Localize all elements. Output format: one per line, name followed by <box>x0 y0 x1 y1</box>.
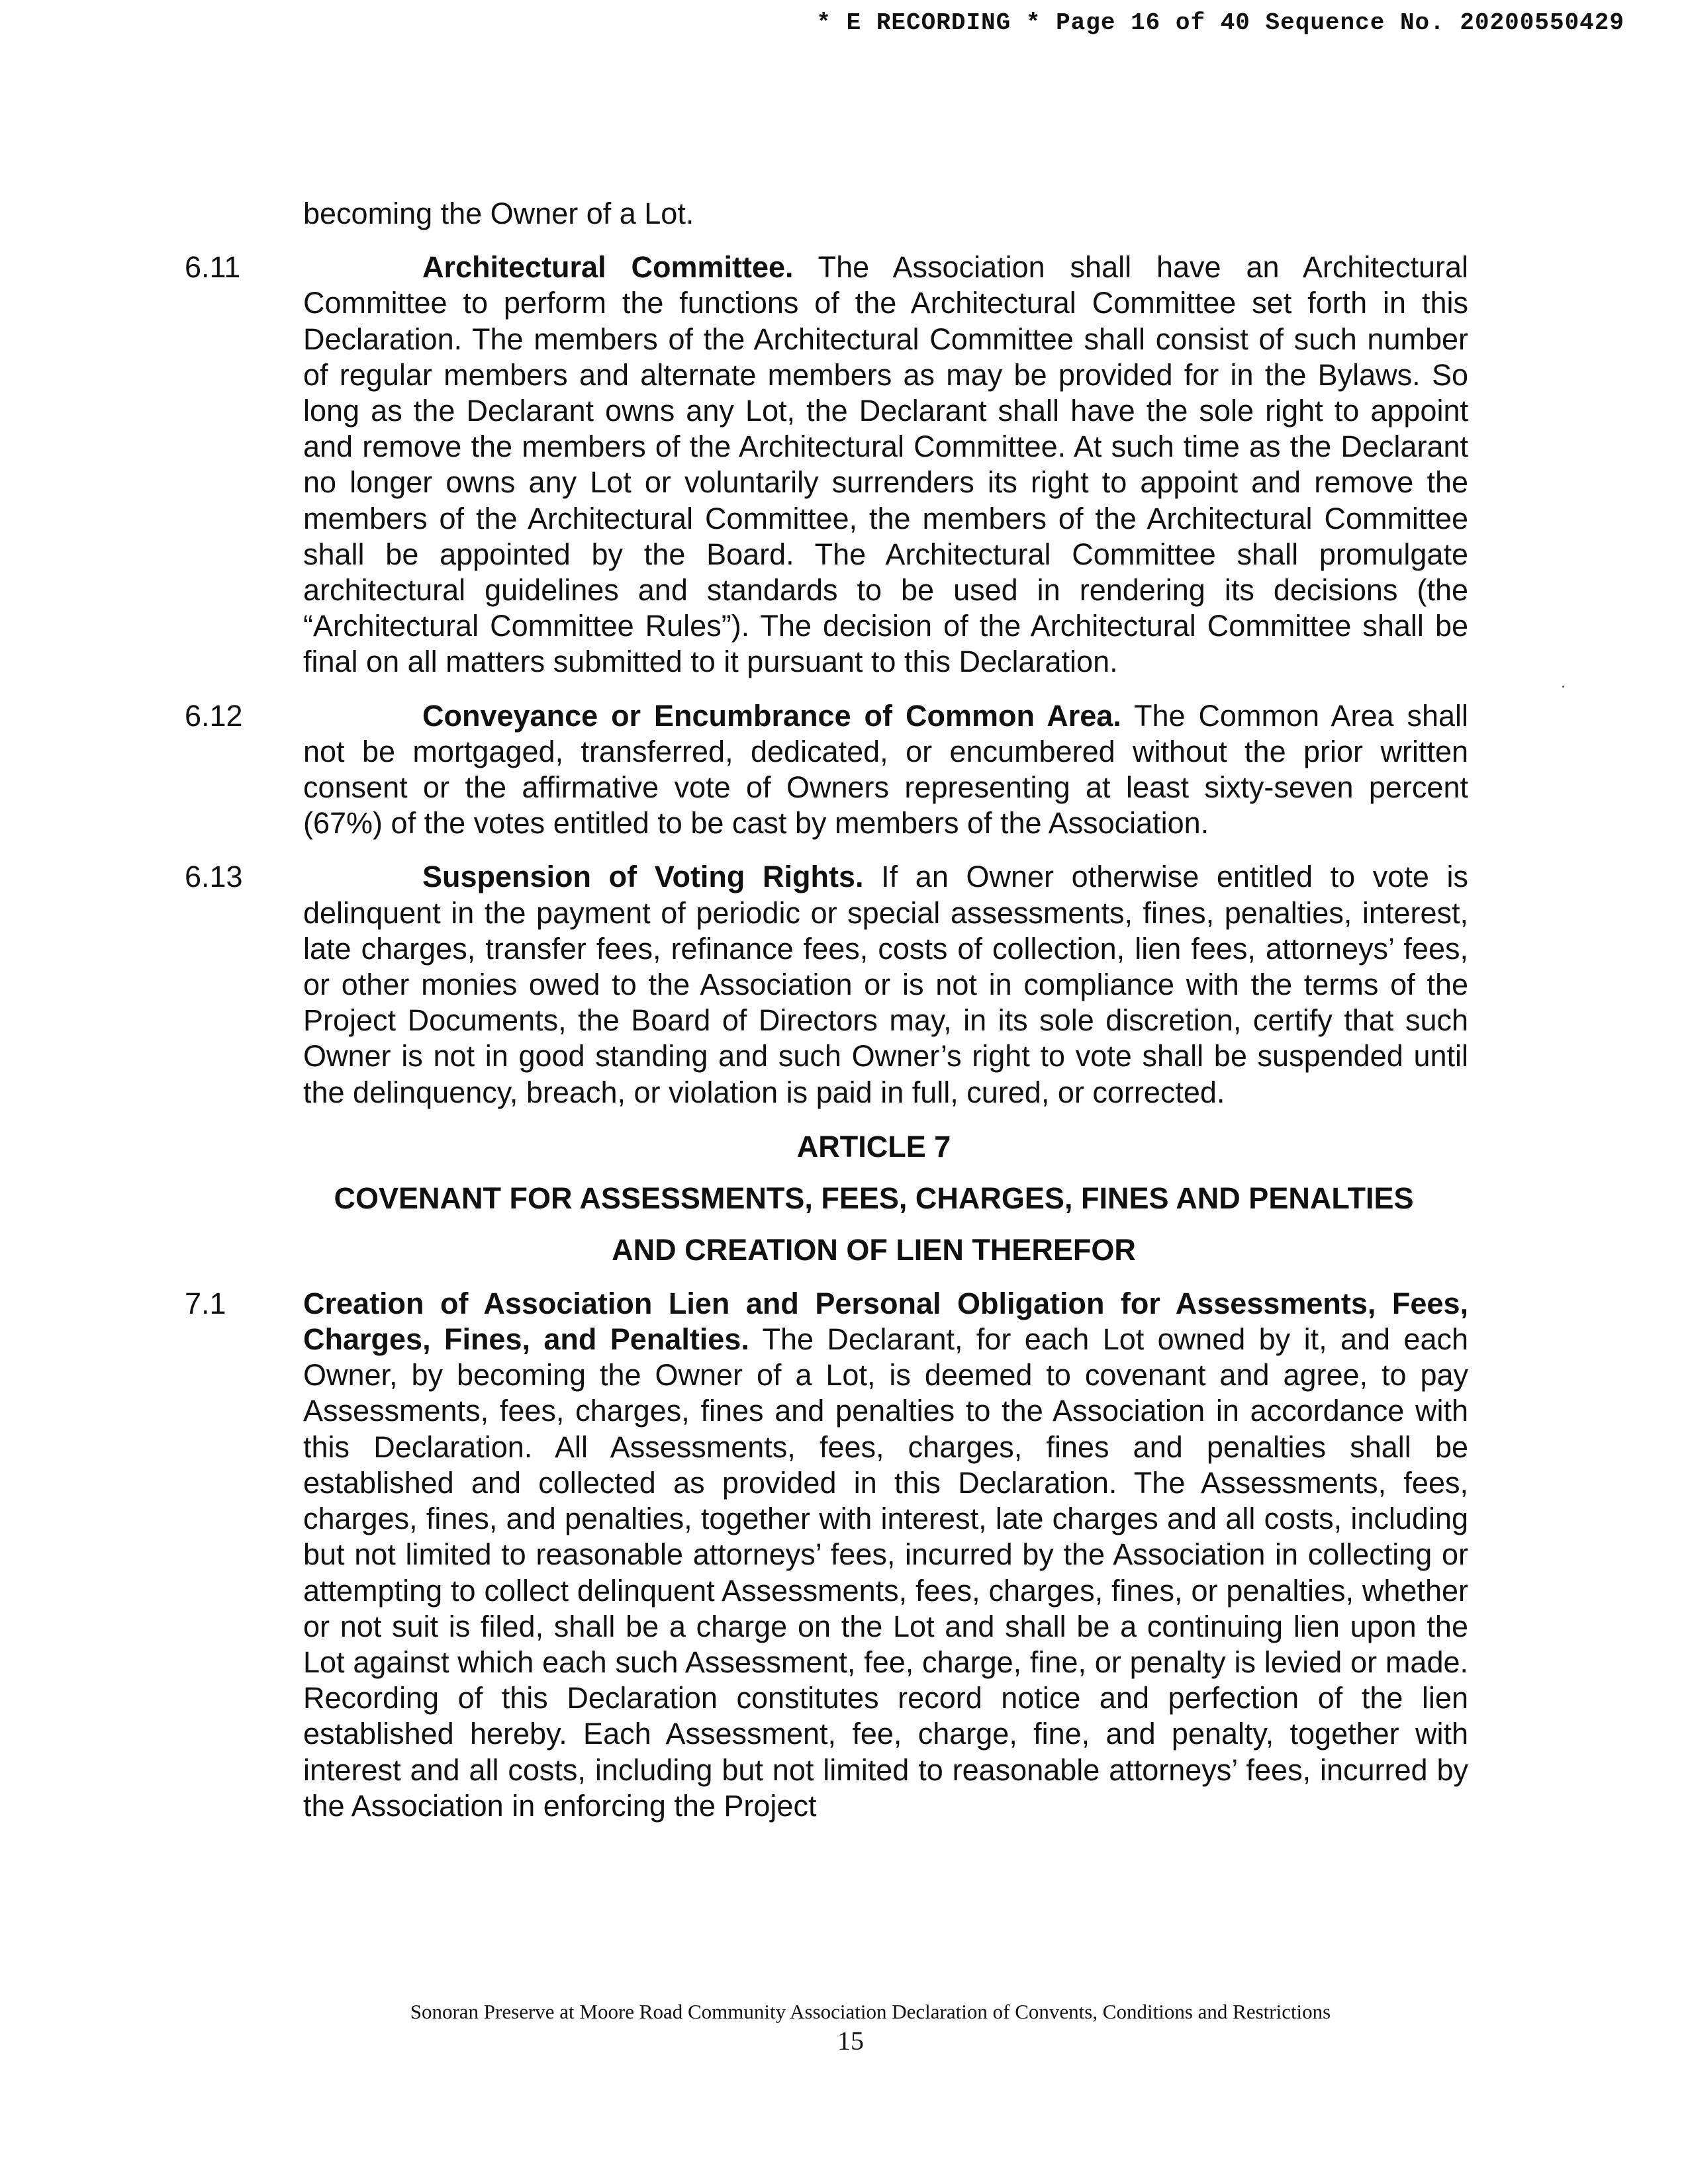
section-title: Conveyance or Encumbrance of Common Area. <box>422 698 1121 733</box>
page-number: 15 <box>837 2026 864 2056</box>
section-number: 6.12 <box>185 698 243 733</box>
section-6-11 <box>0 250 1688 680</box>
footer-document-title: Sonoran Preserve at Moore Road Community Association Declaration of Convents, Conditions and Restrictions <box>410 2000 1331 2023</box>
section-body: If an Owner otherwise entitled to vote is delinquent in the payment of periodic or special assessments, fines, penalties, interest, late charges, transfer fees, refinance fees, costs of collection, lien fees, attorneys’ fees, or other monies owed to the Association or is not in compliance with the terms of the Project Documents, the Board of Directors may, in its sole discretion, certify that such Owner is not in good standing and such Owner’s right to vote shall be suspended until the delinquency, breach, or violation is paid in full, cured, or corrected. <box>303 860 1468 1109</box>
section-title: Architectural Committee. <box>422 250 794 285</box>
section-number: 6.11 <box>185 250 241 285</box>
section-6-12 <box>0 698 1688 842</box>
section-body: The Association shall have an Architectural Committee to perform the functions of the Architectural Committee set forth in this Declaration. The members of the Architectural Committee shall consist of such number of regular members and alternate members as may be provided for in the Bylaws. So long as the Declarant owns any Lot, the Declarant shall have the sole right to appoint and remove the members of the Architectural Committee. At such time as the Declarant no longer owns any Lot or voluntarily surrenders its right to appoint and remove the members of the Architectural Committee, the members of the Architectural Committee shall be appointed by the Board. The Architectural Committee shall promulgate architectural guidelines and standards to be used in rendering its decisions (the “Architectural Committee Rules”). The decision of the Architectural Committee shall be final on all matters submitted to it pursuant to this Declaration. <box>303 250 1468 679</box>
continuation-text <box>0 196 1688 232</box>
section-6-13 <box>0 859 1688 1110</box>
section-body: The Declarant, for each Lot owned by it, and each Owner, by becoming the Owner of a Lot, is deemed to covenant and agree, to pay Assessments, fees, charges, fines and penalties to the Association in accordance with this Declaration. All Assessments, fees, charges, fines and penalties shall be established and collected as provided in this Declaration. The Assessments, fees, charges, fines, and penalties, together with interest, late charges and all costs, including but not limited to reasonable attorneys’ fees, incurred by the Association in collecting or attempting to collect delinquent Assessments, fees, charges, fines, or penalties, whether or not suit is filed, shall be a charge on the Lot and shall be a continuing lien upon the Lot against which each such Assessment, fee, charge, fine, or penalty is levied or made. Recording of this Declaration constitutes record notice and perfection of the lien established hereby. Each Assessment, fee, charge, fine, and penalty, together with interest and all costs, including but not limited to reasonable attorneys’ fees, incurred by the Association in enforcing the Project <box>303 1322 1468 1823</box>
article-title-line-2: AND CREATION OF LIEN THEREFOR <box>612 1232 1136 1267</box>
article-title-line-1: COVENANT FOR ASSESSMENTS, FEES, CHARGES, FINES AND PENALTIES <box>334 1181 1414 1215</box>
section-number: 6.13 <box>185 860 243 894</box>
section-title: Creation of Association Lien and Personal Obligation for Assessments, Fees, Charges, Fines, and Penalties. <box>303 1286 1468 1357</box>
continuation-line: becoming the Owner of a Lot. <box>303 197 694 230</box>
article-label: ARTICLE 7 <box>796 1129 951 1163</box>
document-body <box>0 196 1688 1824</box>
scan-speck <box>1562 686 1564 688</box>
section-number: 7.1 <box>185 1286 226 1320</box>
page-footer <box>0 1999 1688 2057</box>
section-title: Suspension of Voting Rights. <box>422 860 864 894</box>
section-7-1 <box>0 1286 1688 1824</box>
section-body: The Common Area shall not be mortgaged, transferred, dedicated, or encumbered without the prior written consent or the affirmative vote of Owners representing at least sixty-seven percent (67%) of the votes entitled to be cast by members of the Association. <box>303 698 1468 841</box>
recording-header: * E RECORDING * Page 16 of 40 Sequence No. 20200550429 <box>816 9 1624 36</box>
